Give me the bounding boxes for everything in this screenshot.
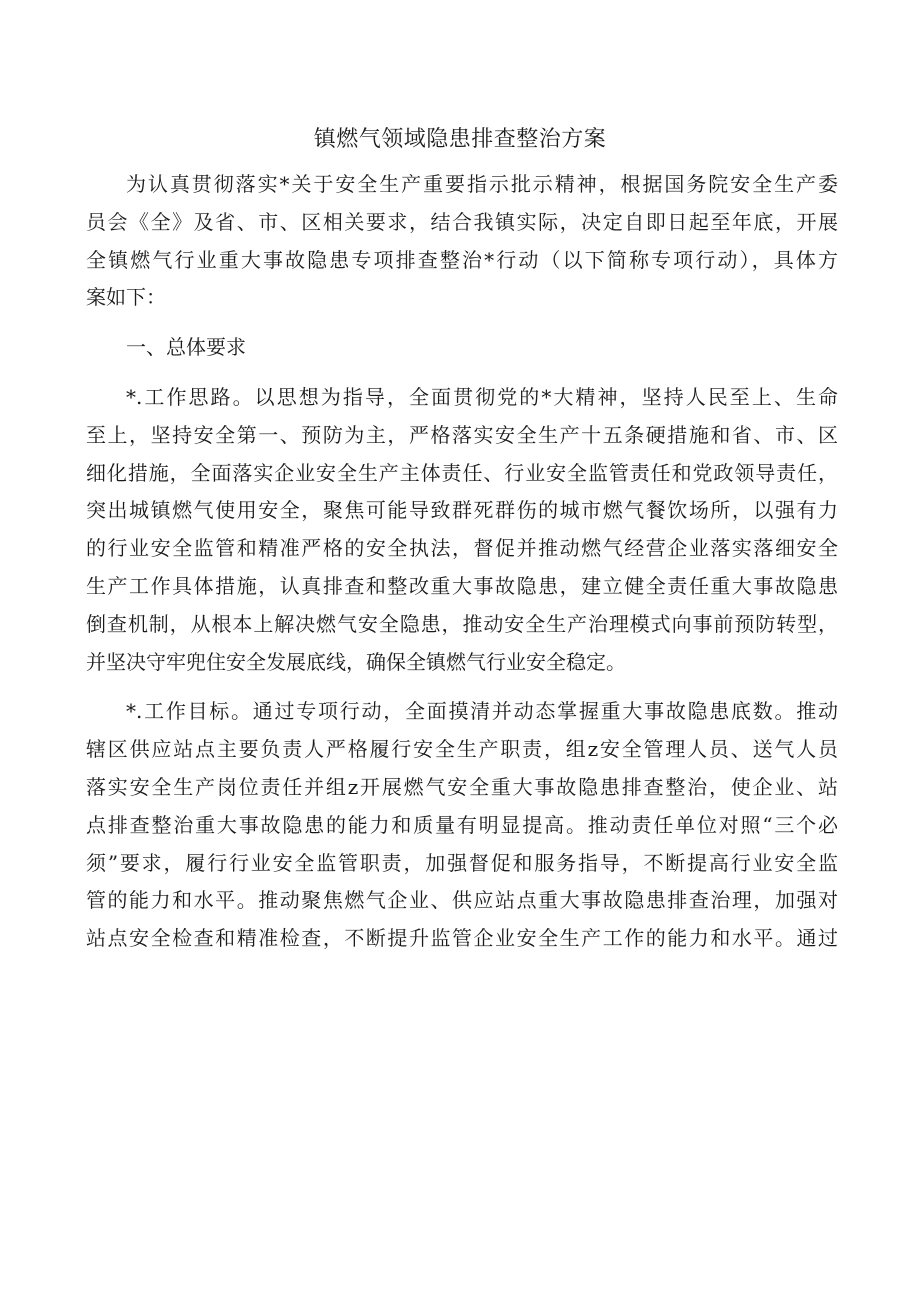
paragraph-line: 落实安全生产岗位责任并组z开展燃气安全重大事故隐患排查整治，使企业、站: [86, 774, 838, 799]
intro-line: 员会《全》及省、市、区相关要求，结合我镇实际，决定自即日起至年底，开展: [86, 209, 838, 234]
paragraph-line: 细化措施，全面落实企业安全生产主体责任、行业安全监管责任和党政领导责任，: [86, 460, 838, 485]
paragraph-line: 站点安全检查和精准检查，不断提升监管企业安全生产工作的能力和水平。通过: [86, 926, 838, 951]
intro-paragraph: [86, 166, 838, 317]
paragraph-line: 生产工作具体措施，认真排查和整改重大事故隐患，建立健全责任重大事故隐患: [86, 573, 838, 598]
intro-line: 全镇燃气行业重大事故隐患专项排查整治*行动（以下简称专项行动），具体方: [86, 247, 838, 272]
intro-line: 为认真贯彻落实*关于安全生产重要指示批示精神，根据国务院安全生产委: [126, 172, 838, 196]
paragraph-line: *.工作目标。通过专项行动，全面摸清并动态掌握重大事故隐患底数。推动: [126, 699, 838, 724]
paragraph-line: 至上，坚持安全第一、预防为主，严格落实安全生产十五条硬措施和省、市、区: [86, 422, 838, 447]
paragraph-line: 并坚决守牢兜住安全发展底线，确保全镇燃气行业安全稳定。: [86, 649, 626, 674]
intro-line: 案如下：: [86, 285, 166, 310]
section-heading: 一、总体要求: [126, 335, 246, 360]
paragraph-line: 突出城镇燃气使用安全，聚焦可能导致群死群伤的城市燃气餐饮场所，以强有力: [86, 498, 838, 523]
paragraph-line: 须”要求，履行行业安全监管职责，加强督促和服务指导，不断提高行业安全监: [86, 850, 838, 875]
paragraph-line: 倒查机制，从根本上解决燃气安全隐患，推动安全生产治理模式向事前预防转型，: [86, 611, 838, 636]
work-goal-paragraph: [86, 693, 838, 958]
paragraph-line: 辖区供应站点主要负责人严格履行安全生产职责，组z安全管理人员、送气人员: [86, 737, 838, 762]
document-body: [86, 166, 838, 970]
paragraph-line: 管的能力和水平。推动聚焦燃气企业、供应站点重大事故隐患排查治理，加强对: [86, 888, 838, 913]
page-title: 镇燃气领域隐患排查整治方案: [313, 127, 607, 152]
paragraph-line: 的行业安全监管和精准严格的安全执法，督促并推动燃气经营企业落实落细安全: [86, 536, 838, 561]
work-approach-paragraph: [86, 379, 838, 681]
paragraph-line: *.工作思路。以思想为指导，全面贯彻党的*大精神，坚持人民至上、生命: [126, 384, 838, 409]
paragraph-line: 点排查整治重大事故隐患的能力和质量有明显提高。推动责任单位对照“三个必: [86, 812, 838, 837]
